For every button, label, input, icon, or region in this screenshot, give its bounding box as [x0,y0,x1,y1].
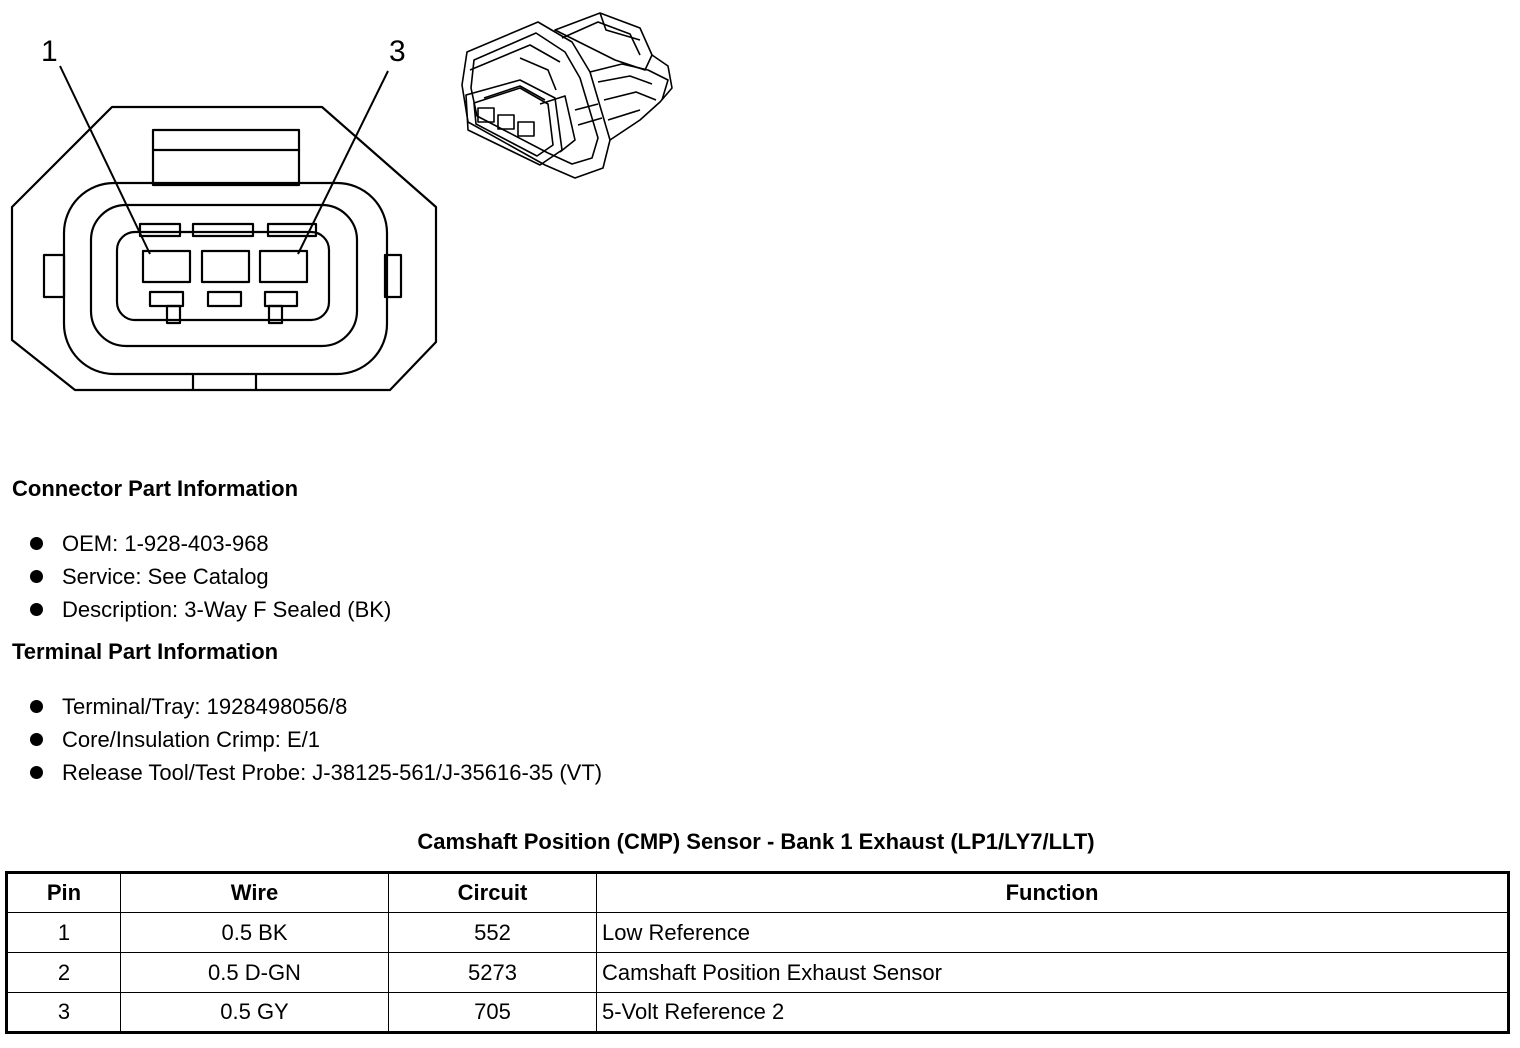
cell-function: 5-Volt Reference 2 [597,993,1509,1033]
header-circuit: Circuit [389,873,597,913]
bullet-icon [30,766,43,779]
connector-diagram [0,0,700,420]
pin-3-label: 3 [389,35,406,68]
cell-wire: 0.5 GY [121,993,389,1033]
list-item-text: Terminal/Tray: 1928498056/8 [62,694,348,719]
list-item-text: Release Tool/Test Probe: J-38125-561/J-35616-35 (VT) [62,760,603,785]
cell-function: Low Reference [597,913,1509,953]
bullet-icon [30,570,43,583]
cell-function: Camshaft Position Exhaust Sensor [597,953,1509,993]
pin-3-leader-line [298,71,388,254]
list-item [30,690,602,723]
cell-circuit: 552 [389,913,597,953]
pin-1-leader-line [60,66,150,254]
list-item-text: OEM: 1-928-403-968 [62,531,269,556]
cell-circuit: 5273 [389,953,597,993]
pinout-table [5,871,1510,1034]
bullet-icon [30,603,43,616]
connector-part-info-heading: Connector Part Information [12,476,299,501]
list-item [30,593,391,626]
connector-part-info-list [30,527,391,626]
list-item [30,527,391,560]
list-item [30,723,602,756]
connector-illustration [462,13,672,178]
cell-circuit: 705 [389,993,597,1033]
cell-wire: 0.5 D-GN [121,953,389,993]
pinout-table-title: Camshaft Position (CMP) Sensor - Bank 1 Exhaust (LP1/LY7/LLT) [417,829,1095,854]
terminal-part-info-list [30,690,602,789]
pin-1-label: 1 [41,35,58,68]
bullet-icon [30,700,43,713]
connector-side-tab-left [44,255,64,297]
cell-pin: 3 [7,993,121,1033]
terminal-cavity-3 [260,251,307,282]
connector-latch [153,130,299,185]
header-function: Function [597,873,1509,913]
header-pin: Pin [7,873,121,913]
list-item [30,560,391,593]
list-item [30,756,602,789]
list-item-text: Description: 3-Way F Sealed (BK) [62,597,392,622]
table-row [7,953,1509,993]
bullet-icon [30,733,43,746]
terminal-cavity-1 [143,251,190,282]
cell-pin: 1 [7,913,121,953]
table-row [7,993,1509,1033]
cell-wire: 0.5 BK [121,913,389,953]
list-item-text: Core/Insulation Crimp: E/1 [62,727,320,752]
cell-pin: 2 [7,953,121,993]
table-row [7,913,1509,953]
list-item-text: Service: See Catalog [62,564,269,589]
table-header-row [7,873,1509,913]
terminal-part-info-heading: Terminal Part Information [12,639,279,664]
terminal-cavity-2 [202,251,249,282]
bullet-icon [30,537,43,550]
header-wire: Wire [121,873,389,913]
